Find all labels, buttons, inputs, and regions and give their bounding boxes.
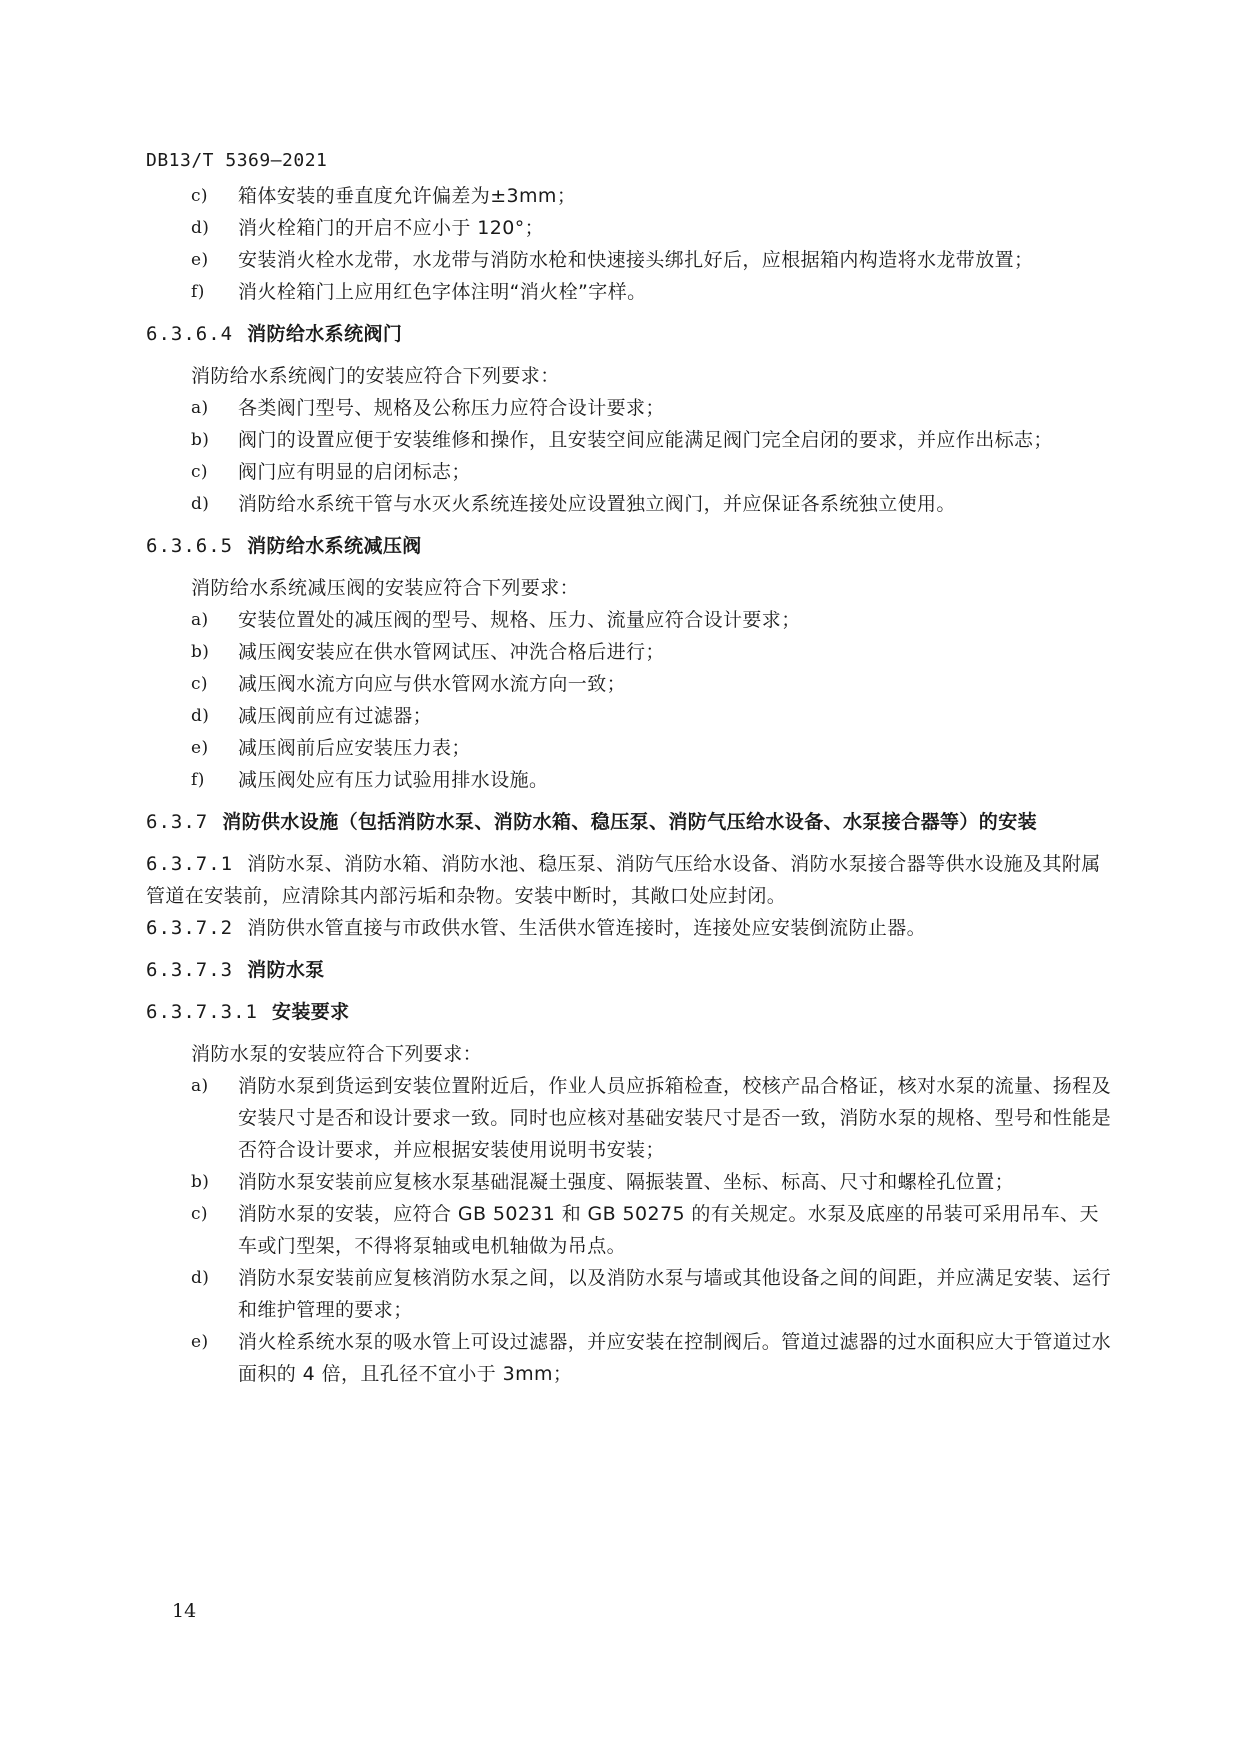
page-number: 14 xyxy=(172,1600,197,1622)
section-title: 消防供水设施（包括消防水泵、消防水箱、稳压泵、消防气压给水设备、水泵接合器等）的安装 xyxy=(222,811,1038,833)
list-item-text: 消火栓系统水泵的吸水管上可设过滤器，并应安装在控制阀后。管道过滤器的过水面积应大于管道过水面积的 4 倍，且孔径不宜小于 3mm； xyxy=(238,1331,1112,1385)
list-item-text: 消防水泵安装前应复核水泵基础混凝土强度、隔振装置、坐标、标高、尺寸和螺栓孔位置； xyxy=(238,1171,1015,1193)
list-item xyxy=(146,636,1116,668)
section-heading-6364 xyxy=(146,318,1116,350)
paragraph-text: 消防供水管直接与市政供水管、生活供水管连接时，连接处应安装倒流防止器。 xyxy=(247,917,927,939)
list-marker: f) xyxy=(191,282,205,302)
section-title: 消防水泵 xyxy=(247,959,325,981)
list-marker: d) xyxy=(191,494,210,514)
list-item-text: 消火栓箱门上应用红色字体注明“消火栓”字样。 xyxy=(238,281,647,303)
list-marker: b) xyxy=(191,1172,210,1192)
list-marker: e) xyxy=(191,738,209,758)
list-item-text: 减压阀处应有压力试验用排水设施。 xyxy=(238,769,549,791)
paragraph-6372 xyxy=(146,912,1116,944)
list-marker: b) xyxy=(191,642,210,662)
list-item xyxy=(146,180,1116,212)
section-title: 消防给水系统减压阀 xyxy=(247,535,422,557)
list-marker: d) xyxy=(191,706,210,726)
list-item-text: 消防水泵到货运到安装位置附近后，作业人员应拆箱检查，校核产品合格证，核对水泵的流量、扬程及安装尺寸是否和设计要求一致。同时也应核对基础安装尺寸是否一致，消防水泵的规格、型号和性能是否符合设计要求，并应根据安装使用说明书安装； xyxy=(238,1075,1112,1161)
section-heading-6365 xyxy=(146,530,1116,562)
section-number: 6.3.7.3.1 xyxy=(146,1001,258,1023)
section-intro: 消防水泵的安装应符合下列要求： xyxy=(191,1043,483,1065)
paragraph-6371 xyxy=(146,848,1116,912)
list-item xyxy=(146,700,1116,732)
section-heading-6373 xyxy=(146,954,1116,986)
section-heading-637 xyxy=(146,806,1116,838)
list-item xyxy=(146,732,1116,764)
list-item-text: 各类阀门型号、规格及公称压力应符合设计要求； xyxy=(238,397,665,419)
list-item-text: 减压阀前后应安装压力表； xyxy=(238,737,471,759)
section-number: 6.3.6.4 xyxy=(146,323,234,345)
list-item-text: 安装位置处的减压阀的型号、规格、压力、流量应符合设计要求； xyxy=(238,609,801,631)
list-top xyxy=(146,180,1116,308)
list-item xyxy=(146,1326,1116,1390)
list-marker: a) xyxy=(191,610,209,630)
paragraph-number: 6.3.7.1 xyxy=(146,853,234,875)
list-item-text: 消防水泵安装前应复核消防水泵之间，以及消防水泵与墙或其他设备之间的间距，并应满足安装、运行和维护管理的要求； xyxy=(238,1267,1112,1321)
list-item xyxy=(146,764,1116,796)
section-number: 6.3.7.3 xyxy=(146,959,234,981)
list-item xyxy=(146,212,1116,244)
section-intro: 消防给水系统阀门的安装应符合下列要求： xyxy=(191,365,560,387)
list-item-text: 消防水泵的安装，应符合 GB 50231 和 GB 50275 的有关规定。水泵及底座的吊装可采用吊车、天车或门型架，不得将泵轴或电机轴做为吊点。 xyxy=(238,1203,1099,1257)
list-marker: c) xyxy=(191,1204,208,1224)
list-item xyxy=(146,1166,1116,1198)
list-marker: b) xyxy=(191,430,210,450)
list-item-text: 阀门应有明显的启闭标志； xyxy=(238,461,471,483)
list-item-text: 箱体安装的垂直度允许偏差为±3mm； xyxy=(238,185,577,207)
list-marker: e) xyxy=(191,1332,209,1352)
list-item-text: 消火栓箱门的开启不应小于 120°； xyxy=(238,217,545,239)
list-item-text: 阀门的设置应便于安装维修和操作，且安装空间应能满足阀门完全启闭的要求，并应作出标志； xyxy=(238,429,1053,451)
list-marker: c) xyxy=(191,462,208,482)
list-item-text: 安装消火栓水龙带，水龙带与消防水枪和快速接头绑扎好后，应根据箱内构造将水龙带放置； xyxy=(238,249,1034,271)
section-title: 安装要求 xyxy=(271,1001,350,1023)
section-number: 6.3.6.5 xyxy=(146,535,234,557)
list-marker: d) xyxy=(191,218,210,238)
section-number: 6.3.7 xyxy=(146,811,209,833)
list-marker: a) xyxy=(191,398,209,418)
list-item-text: 减压阀水流方向应与供水管网水流方向一致； xyxy=(238,673,627,695)
list-marker: e) xyxy=(191,250,209,270)
list-item xyxy=(146,488,1116,520)
list-marker: d) xyxy=(191,1268,210,1288)
page-content xyxy=(146,180,1116,1390)
list-item xyxy=(146,668,1116,700)
list-item-text: 减压阀安装应在供水管网试压、冲洗合格后进行； xyxy=(238,641,665,663)
list-marker: c) xyxy=(191,186,208,206)
list-marker: a) xyxy=(191,1076,209,1096)
paragraph-number: 6.3.7.2 xyxy=(146,917,234,939)
list-item xyxy=(146,1198,1116,1262)
list-item xyxy=(146,392,1116,424)
section-heading-63731 xyxy=(146,996,1116,1028)
paragraph-text: 消防水泵、消防水箱、消防水池、稳压泵、消防气压给水设备、消防水泵接合器等供水设施及其附属管道在安装前，应清除其内部污垢和杂物。安装中断时，其敞口处应封闭。 xyxy=(146,853,1101,907)
list-item xyxy=(146,604,1116,636)
list-item-text: 消防给水系统干管与水灭火系统连接处应设置独立阀门，并应保证各系统独立使用。 xyxy=(238,493,956,515)
list-item xyxy=(146,1070,1116,1166)
list-marker: c) xyxy=(191,674,208,694)
list-item xyxy=(146,424,1116,456)
list-item xyxy=(146,276,1116,308)
list-item xyxy=(146,244,1116,276)
list-marker: f) xyxy=(191,770,205,790)
list-item-text: 减压阀前应有过滤器； xyxy=(238,705,433,727)
section-title: 消防给水系统阀门 xyxy=(247,323,403,345)
document-code: DB13/T 5369—2021 xyxy=(146,150,328,171)
section-intro: 消防给水系统减压阀的安装应符合下列要求： xyxy=(191,577,580,599)
list-item xyxy=(146,1262,1116,1326)
list-item xyxy=(146,456,1116,488)
